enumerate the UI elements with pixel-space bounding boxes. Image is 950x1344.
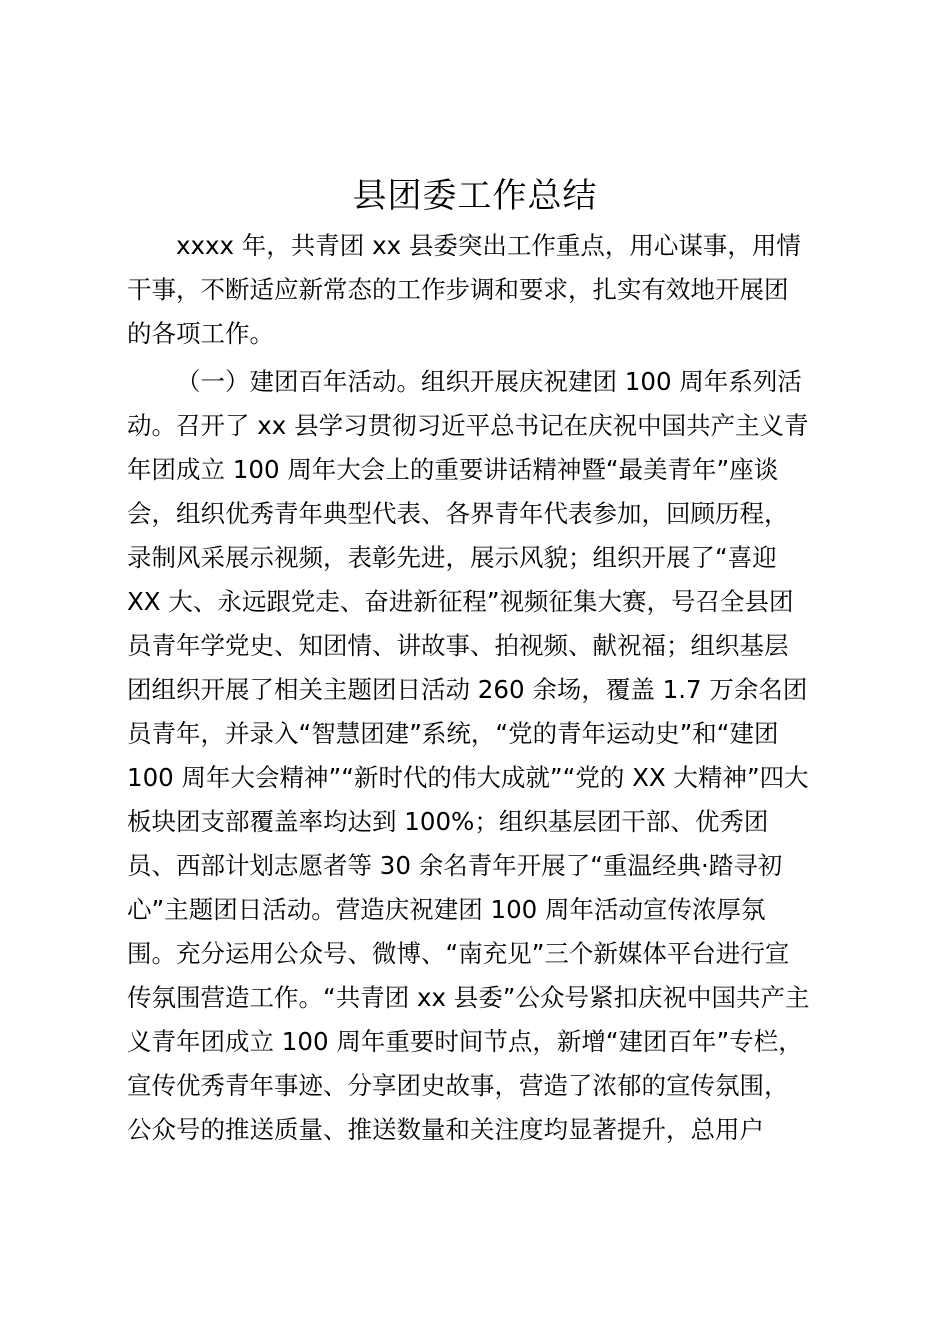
paragraph-line: XX 大、永远跟党走、奋进新征程”视频征集大赛，号召全县团 [127, 587, 794, 616]
paragraph-line: 心”主题团日活动。营造庆祝建团 100 周年活动宣传浓厚氛 [127, 895, 766, 924]
paragraph-line: 传氛围营造工作。“共青团 xx 县委”公众号紧扣庆祝中国共产主 [127, 983, 810, 1012]
paragraph-line: 员青年学党史、知团情、讲故事、拍视频、献祝福；组织基层 [127, 631, 789, 660]
paragraph-line: 员、西部计划志愿者等 30 余名青年开展了“重温经典·踏寻初 [127, 851, 783, 880]
paragraph-line: 员青年，并录入“智慧团建”系统，“党的青年运动史”和“建团 [127, 719, 779, 748]
paragraph-line: 录制风采展示视频，表彰先进，展示风貌；组织开展了“喜迎 [127, 543, 777, 572]
paragraph-line: 宣传优秀青年事迹、分享团史故事，营造了浓郁的宣传氛围， [127, 1071, 789, 1100]
paragraph-line: （一）建团百年活动。组织开展庆祝建团 100 周年系列活 [176, 367, 802, 396]
paragraph-line: xxxx 年，共青团 xx 县委突出工作重点，用心谋事，用情 [176, 231, 801, 260]
paragraph-line: 干事，不断适应新常态的工作步调和要求，扎实有效地开展团 [127, 275, 789, 304]
paragraph-line: 动。召开了 xx 县学习贯彻习近平总书记在庆祝中国共产主义青 [127, 411, 809, 440]
paragraph-line: 义青年团成立 100 周年重要时间节点，新增“建团百年”专栏， [127, 1027, 803, 1056]
paragraph-line: 板块团支部覆盖率均达到 100%；组织基层团干部、优秀团 [127, 807, 769, 836]
paragraph-line: 会，组织优秀青年典型代表、各界青年代表参加，回顾历程， [127, 499, 789, 528]
paragraph-line: 100 周年大会精神”“新时代的伟大成就”“党的 XX 大精神”四大 [127, 763, 809, 792]
paragraph-line: 团组织开展了相关主题团日活动 260 余场，覆盖 1.7 万余名团 [127, 675, 808, 704]
paragraph-line: 公众号的推送质量、推送数量和关注度均显著提升，总用户 [127, 1115, 764, 1144]
paragraph-line: 年团成立 100 周年大会上的重要讲话精神暨“最美青年”座谈 [127, 455, 779, 484]
paragraph-line: 的各项工作。 [127, 319, 274, 348]
paragraph-line: 围。充分运用公众号、微博、“南充见”三个新媒体平台进行宣 [127, 939, 790, 968]
document-title: 县团委工作总结 [352, 176, 598, 216]
